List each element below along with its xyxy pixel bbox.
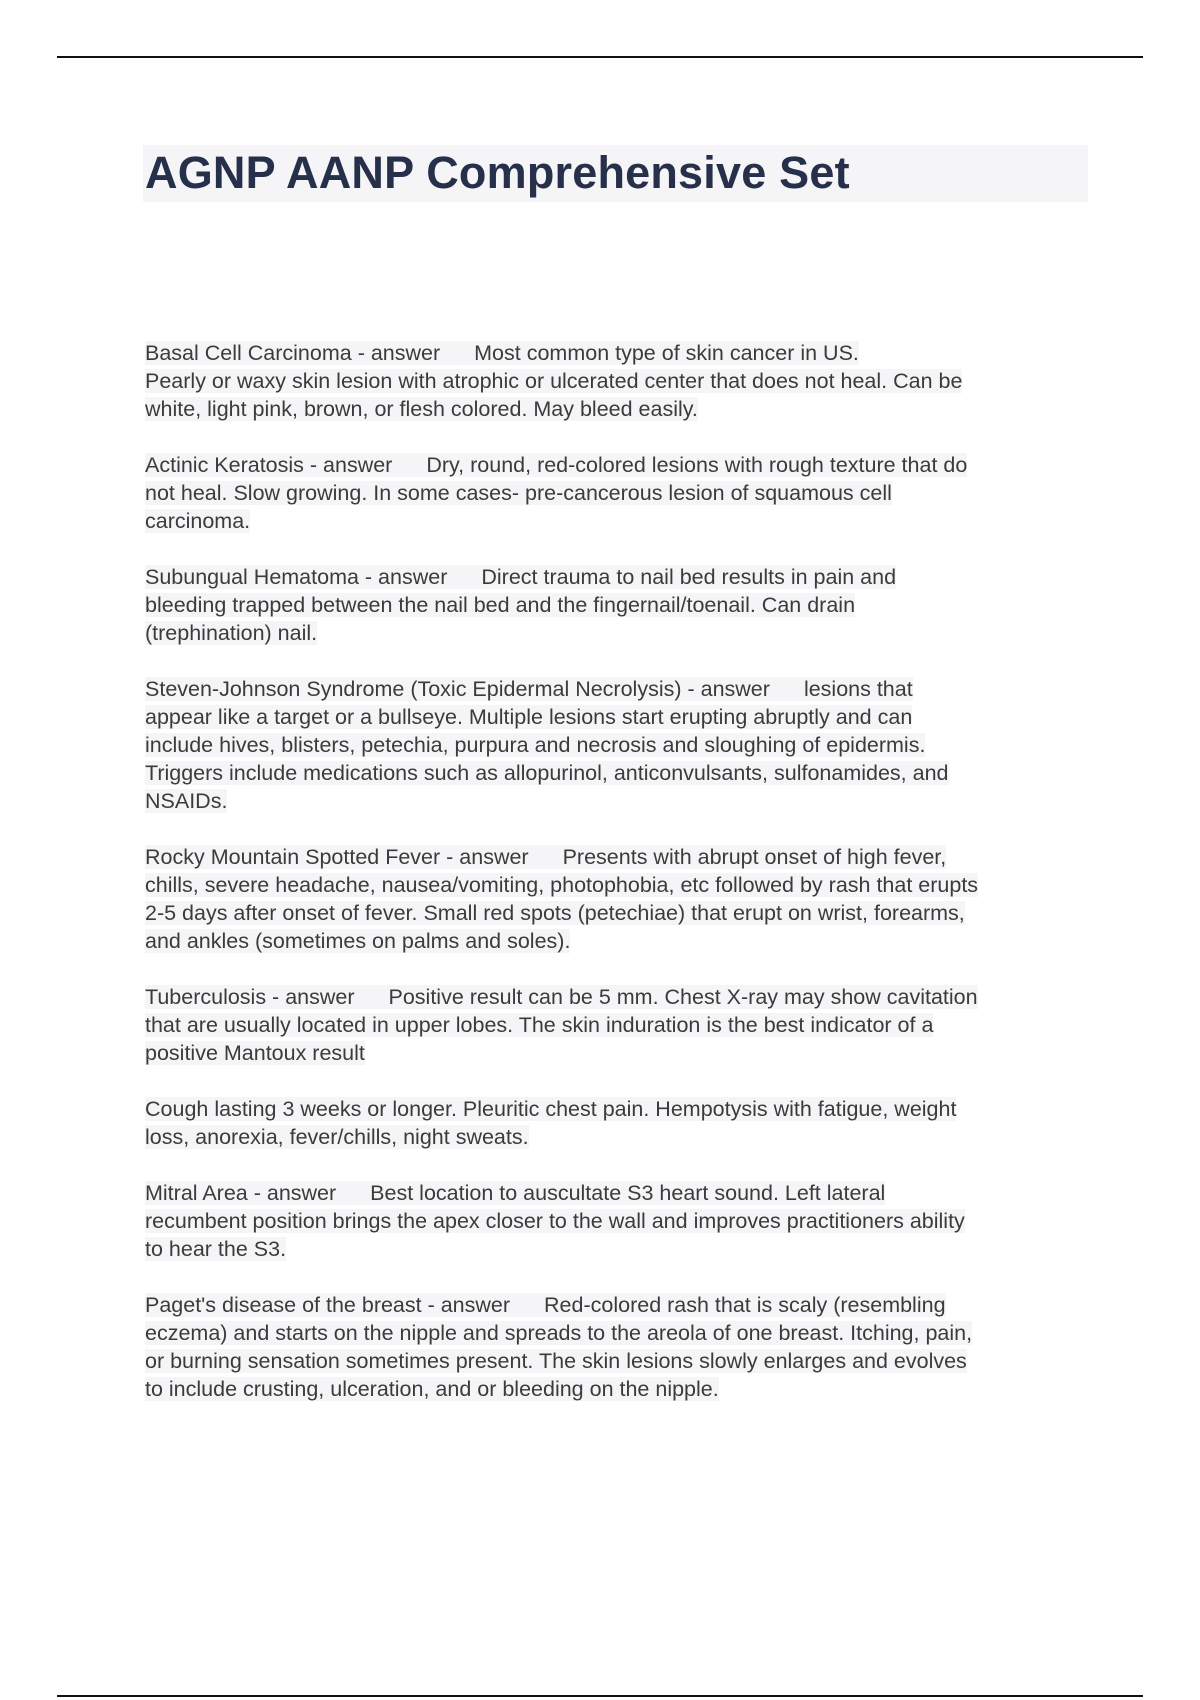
entry-definition: or burning sensation sometimes present. The skin lesions slowly enlarges and evolves xyxy=(145,1349,967,1373)
entry-line xyxy=(145,675,1090,703)
flashcard-list xyxy=(145,339,1090,1431)
entry-definition: positive Mantoux result xyxy=(145,1041,365,1065)
entry-term: Rocky Mountain Spotted Fever - answer xyxy=(145,845,529,869)
entry-line xyxy=(145,507,1090,535)
entry-definition-line xyxy=(145,1377,719,1401)
entry-first-line xyxy=(145,677,913,701)
entry-definition-line xyxy=(145,929,570,953)
entry-definition-line xyxy=(145,733,925,757)
entry-definition: NSAIDs. xyxy=(145,789,228,813)
entry-definition-line xyxy=(145,1237,286,1261)
entry-definition: Most common type of skin cancer in US. xyxy=(474,341,859,365)
entry-definition: Dry, round, red-colored lesions with rough texture that do xyxy=(426,453,968,477)
entry-definition-line xyxy=(145,481,892,505)
flashcard-entry xyxy=(145,1179,1090,1263)
entry-definition-line xyxy=(145,761,949,785)
entry-first-line xyxy=(145,565,896,589)
entry-term: Tuberculosis - answer xyxy=(145,985,355,1009)
entry-definition: chills, severe headache, nausea/vomiting, photophobia, etc followed by rash that erupts xyxy=(145,873,979,897)
entry-definition-line xyxy=(145,369,962,393)
entry-definition-line xyxy=(145,593,855,617)
entry-line xyxy=(145,1347,1090,1375)
bottom-rule xyxy=(57,1695,1143,1697)
entry-definition-line xyxy=(145,1013,933,1037)
entry-definition: bleeding trapped between the nail bed and the fingernail/toenail. Can drain xyxy=(145,593,856,617)
entry-definition-line xyxy=(145,1125,529,1149)
entry-definition: Presents with abrupt onset of high fever, xyxy=(562,845,947,869)
document-title: AGNP AANP Comprehensive Set xyxy=(145,147,850,198)
entry-first-line xyxy=(145,1097,956,1121)
entry-line xyxy=(145,1235,1090,1263)
entry-term: Paget's disease of the breast - answer xyxy=(145,1293,511,1317)
entry-line xyxy=(145,1123,1090,1151)
entry-line xyxy=(145,1179,1090,1207)
entry-line xyxy=(145,843,1090,871)
entry-definition: Positive result can be 5 mm. Chest X-ray may show cavitation xyxy=(388,985,978,1009)
entry-term: Subungual Hematoma - answer xyxy=(145,565,448,589)
entry-term: Basal Cell Carcinoma - answer xyxy=(145,341,441,365)
entry-definition: Triggers include medications such as allopurinol, anticonvulsants, sulfonamides, and xyxy=(145,761,949,785)
flashcard-entry xyxy=(145,1095,1090,1151)
entry-line xyxy=(145,563,1090,591)
entry-line xyxy=(145,1375,1090,1403)
entry-line xyxy=(145,927,1090,955)
entry-definition: carcinoma. xyxy=(145,509,251,533)
entry-line xyxy=(145,983,1090,1011)
entry-definition: to hear the S3. xyxy=(145,1237,287,1261)
entry-definition-line xyxy=(145,509,250,533)
entry-definition: not heal. Slow growing. In some cases- pre-cancerous lesion of squamous cell xyxy=(145,481,892,505)
entry-definition: Cough lasting 3 weeks or longer. Pleuritic chest pain. Hempotysis with fatigue, weight xyxy=(145,1097,957,1121)
entry-definition: Best location to auscultate S3 heart sound. Left lateral xyxy=(370,1181,886,1205)
entry-term: Actinic Keratosis - answer xyxy=(145,453,393,477)
flashcard-entry xyxy=(145,563,1090,647)
entry-line xyxy=(145,367,1090,395)
flashcard-entry xyxy=(145,843,1090,955)
entry-line xyxy=(145,1011,1090,1039)
entry-term: Steven-Johnson Syndrome (Toxic Epidermal Necrolysis) - answer xyxy=(145,677,770,701)
entry-first-line xyxy=(145,1181,885,1205)
entry-line xyxy=(145,759,1090,787)
entry-line xyxy=(145,1039,1090,1067)
entry-definition: and ankles (sometimes on palms and soles). xyxy=(145,929,571,953)
entry-definition: appear like a target or a bullseye. Multiple lesions start erupting abruptly and can xyxy=(145,705,913,729)
entry-definition: recumbent position brings the apex closer to the wall and improves practitioners ability xyxy=(145,1209,965,1233)
entry-definition: to include crusting, ulceration, and or bleeding on the nipple. xyxy=(145,1377,719,1401)
entry-line xyxy=(145,479,1090,507)
entry-definition: Pearly or waxy skin lesion with atrophic or ulcerated center that does not heal. Can be xyxy=(145,369,963,393)
entry-definition-line xyxy=(145,1209,965,1233)
entry-definition-line xyxy=(145,1321,972,1345)
entry-definition: Direct trauma to nail bed results in pain and xyxy=(481,565,897,589)
entry-definition: that are usually located in upper lobes. The skin induration is the best indicator of a xyxy=(145,1013,934,1037)
flashcard-entry xyxy=(145,339,1090,423)
flashcard-entry xyxy=(145,1291,1090,1403)
entry-first-line xyxy=(145,1293,946,1317)
entry-definition: eczema) and starts on the nipple and spreads to the areola of one breast. Itching, pain, xyxy=(145,1321,973,1345)
entry-definition-line xyxy=(145,1041,365,1065)
entry-line xyxy=(145,731,1090,759)
entry-line xyxy=(145,871,1090,899)
entry-definition: lesions that xyxy=(803,677,913,701)
entry-line xyxy=(145,619,1090,647)
entry-definition-line xyxy=(145,789,227,813)
entry-first-line xyxy=(145,845,946,869)
entry-first-line xyxy=(145,985,978,1009)
entry-definition-line xyxy=(145,873,978,897)
flashcard-entry xyxy=(145,451,1090,535)
entry-definition: include hives, blisters, petechia, purpura and necrosis and sloughing of epidermis. xyxy=(145,733,926,757)
entry-definition: white, light pink, brown, or flesh colored. May bleed easily. xyxy=(145,397,698,421)
entry-line xyxy=(145,1095,1090,1123)
top-rule xyxy=(57,56,1143,58)
entry-definition: 2-5 days after onset of fever. Small red spots (petechiae) that erupt on wrist, forearms, xyxy=(145,901,965,925)
entry-line xyxy=(145,395,1090,423)
entry-line xyxy=(145,899,1090,927)
entry-definition-line xyxy=(145,621,317,645)
flashcard-entry xyxy=(145,983,1090,1067)
entry-line xyxy=(145,451,1090,479)
entry-definition: (trephination) nail. xyxy=(145,621,318,645)
entry-line xyxy=(145,1291,1090,1319)
entry-first-line xyxy=(145,341,859,365)
entry-first-line xyxy=(145,453,967,477)
entry-line xyxy=(145,703,1090,731)
flashcard-entry xyxy=(145,675,1090,815)
entry-line xyxy=(145,591,1090,619)
entry-line xyxy=(145,339,1090,367)
entry-line xyxy=(145,1319,1090,1347)
entry-definition: Red-colored rash that is scaly (resembling xyxy=(544,1293,946,1317)
entry-definition-line xyxy=(145,901,965,925)
entry-term: Mitral Area - answer xyxy=(145,1181,337,1205)
entry-line xyxy=(145,1207,1090,1235)
entry-line xyxy=(145,787,1090,815)
entry-definition-line xyxy=(145,705,912,729)
entry-definition-line xyxy=(145,1349,967,1373)
entry-definition: loss, anorexia, fever/chills, night sweats. xyxy=(145,1125,529,1149)
entry-definition-line xyxy=(145,397,698,421)
